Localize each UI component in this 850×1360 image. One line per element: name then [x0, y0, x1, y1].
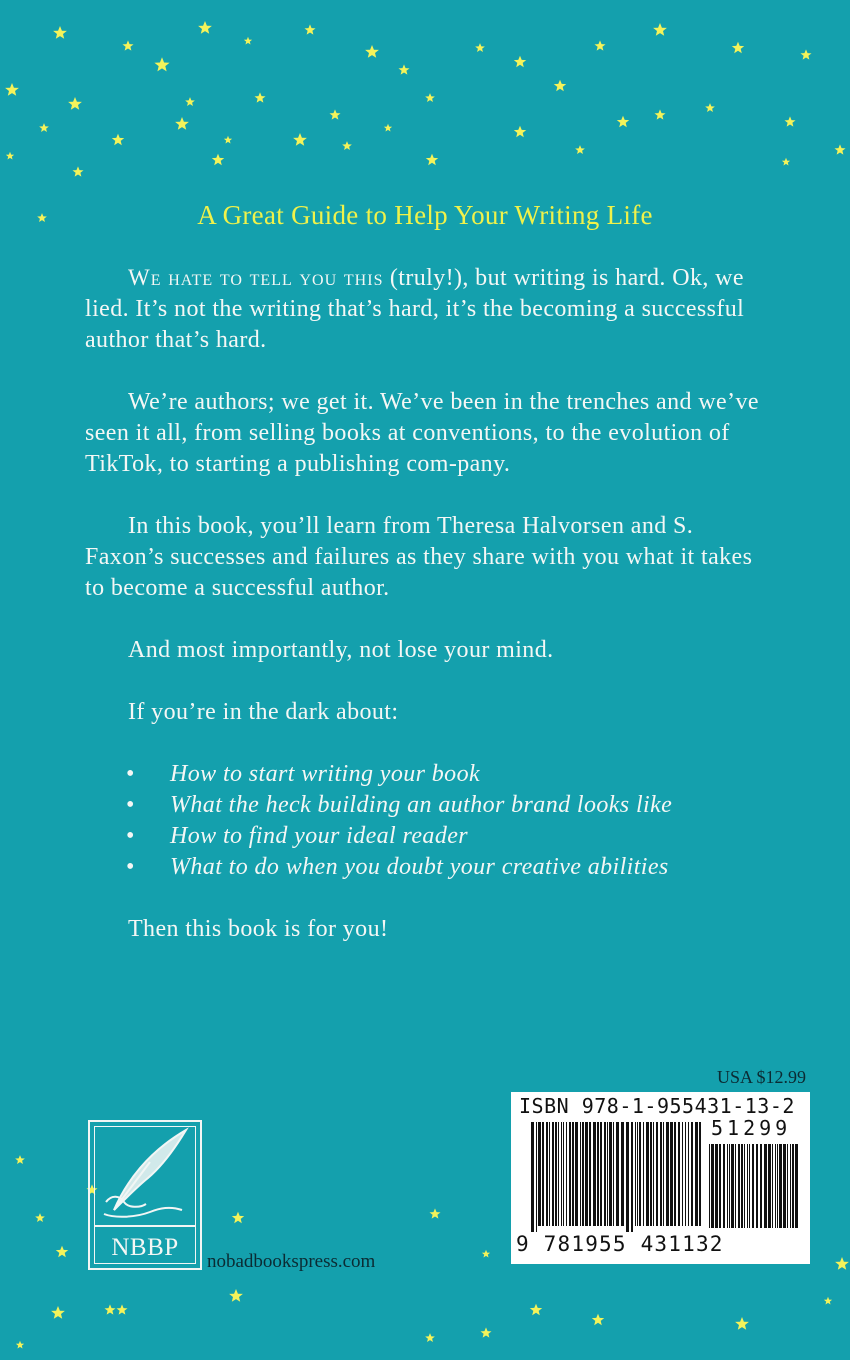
star-icon — [429, 1208, 440, 1218]
barcode-bar — [572, 1122, 574, 1226]
star-icon — [554, 80, 566, 92]
paragraph-intro-rest: (truly!), but writing is hard. Ok, we lied. It’s not the writing that’s hard, it’s the becoming a successful author that’s hard. — [85, 265, 745, 353]
star-icon — [122, 40, 133, 50]
star-icon — [72, 166, 83, 176]
barcode-bar — [688, 1122, 689, 1226]
barcode-bar — [775, 1144, 776, 1228]
barcode-bar — [695, 1122, 698, 1226]
star-icon — [782, 158, 790, 166]
barcode-bar — [585, 1122, 588, 1226]
barcode-bar — [729, 1144, 730, 1228]
paragraph-closing: Then this book is for you! — [128, 916, 389, 942]
barcode-bar — [558, 1122, 559, 1226]
bullet-icon: • — [126, 761, 135, 787]
star-icon — [342, 141, 352, 150]
star-icon — [653, 23, 667, 36]
barcode-bar — [549, 1122, 550, 1226]
barcode-bar — [653, 1122, 654, 1226]
addon-digits: 51299 — [711, 1116, 792, 1140]
star-icon — [329, 109, 340, 119]
barcode-bar — [531, 1122, 534, 1232]
barcode-bar — [772, 1144, 773, 1228]
barcode-bar — [741, 1144, 743, 1228]
barcode-bar — [682, 1122, 683, 1226]
barcode-bar — [787, 1144, 788, 1228]
barcode-bar — [764, 1144, 767, 1228]
star-icon — [35, 1213, 45, 1222]
barcode-bar — [779, 1144, 782, 1228]
paragraph-learn: In this book, you’ll learn from Theresa Halvorsen and S. Faxon’s successes and failures as they share with you what it takes to become a successful author. — [85, 513, 753, 601]
barcode-bar — [561, 1122, 562, 1226]
paragraph-mind: And most importantly, not lose your mind. — [128, 637, 554, 663]
barcode-bar — [569, 1122, 571, 1226]
barcode-bar — [719, 1144, 721, 1228]
star-icon — [39, 123, 49, 132]
star-icon — [735, 1317, 749, 1330]
star-icon — [835, 1257, 849, 1270]
addon-bars — [709, 1144, 801, 1234]
star-icon — [480, 1327, 491, 1337]
barcode-bar — [711, 1144, 714, 1228]
barcode-bar — [589, 1122, 591, 1226]
paragraph-intro — [85, 262, 765, 356]
barcode-bar — [744, 1144, 745, 1228]
barcode-bar — [555, 1122, 557, 1226]
star-icon — [53, 26, 67, 39]
star-icon — [232, 1212, 244, 1224]
barcode-bar — [666, 1122, 669, 1226]
barcode-bar — [656, 1122, 658, 1226]
barcode-bar — [580, 1122, 581, 1226]
star-icon — [104, 1304, 115, 1314]
isbn-barcode — [511, 1092, 810, 1264]
barcode-bar — [582, 1122, 584, 1226]
star-icon — [16, 1341, 24, 1349]
barcode-bar — [709, 1144, 710, 1228]
star-icon — [705, 103, 715, 112]
barcode-bar — [616, 1122, 619, 1226]
star-icon — [365, 45, 379, 58]
barcode-bar — [670, 1122, 673, 1226]
barcode-bar — [575, 1122, 578, 1226]
barcode-bar — [783, 1144, 786, 1228]
barcode-bar — [727, 1144, 728, 1228]
star-icon — [68, 97, 82, 110]
star-icon — [185, 97, 195, 106]
star-icon — [425, 1333, 435, 1342]
barcode-bar — [663, 1122, 664, 1226]
barcode-bar — [637, 1122, 638, 1226]
star-icon — [244, 37, 252, 45]
star-icon — [425, 93, 435, 102]
barcode-bar — [597, 1122, 599, 1226]
star-icon — [784, 116, 795, 126]
barcode-bar — [790, 1144, 791, 1228]
barcode-bar — [685, 1122, 686, 1226]
star-icon — [5, 83, 19, 96]
barcode-bar — [563, 1122, 564, 1226]
barcode-bar — [735, 1144, 736, 1228]
star-icon — [15, 1155, 25, 1164]
star-icon — [56, 1246, 68, 1258]
bullet-icon: • — [126, 792, 135, 818]
barcode-bar — [674, 1122, 676, 1226]
barcode-bar — [699, 1122, 701, 1226]
star-icon — [824, 1297, 832, 1305]
barcode-bar — [536, 1122, 537, 1232]
barcode-bar — [635, 1122, 636, 1226]
star-icon — [254, 92, 265, 102]
star-icon — [732, 42, 744, 54]
star-icon — [175, 117, 189, 130]
quill-hand-icon — [90, 1122, 200, 1222]
star-icon — [530, 1304, 542, 1316]
barcode-bar — [768, 1144, 771, 1228]
star-icon — [212, 154, 224, 166]
barcode-bar — [542, 1122, 544, 1226]
bullet-icon: • — [126, 823, 135, 849]
star-icon — [154, 57, 169, 71]
barcode-bar — [749, 1144, 750, 1228]
ean-digits: 9 781955 431132 — [516, 1232, 724, 1256]
star-icon — [834, 144, 845, 154]
barcode-bar — [731, 1144, 734, 1228]
barcode-bar — [691, 1122, 693, 1226]
blurb — [85, 262, 765, 976]
paragraph-dark: If you’re in the dark about: — [128, 699, 399, 725]
tagline: A Great Guide to Help Your Writing Life — [197, 200, 653, 230]
star-icon — [592, 1314, 604, 1326]
star-icon — [475, 43, 485, 52]
publisher-website: nobadbookspress.com — [207, 1251, 376, 1272]
barcode-bar — [546, 1122, 548, 1226]
small-caps-lead: We hate to tell you this — [128, 265, 384, 290]
star-icon — [594, 40, 605, 50]
star-icon — [800, 49, 811, 59]
barcode-bar — [777, 1144, 778, 1228]
list-item: • What to do when you doubt your creative abilities — [85, 852, 765, 883]
star-icon — [224, 136, 232, 144]
bullet-list — [85, 759, 765, 883]
barcode-bar — [552, 1122, 554, 1226]
star-icon — [229, 1289, 243, 1302]
barcode-bar — [646, 1122, 649, 1226]
star-icon — [514, 56, 526, 68]
barcode-bar — [738, 1144, 740, 1228]
ean-bars — [531, 1122, 703, 1234]
star-icon — [304, 24, 315, 34]
star-icon — [617, 116, 629, 128]
barcode-bar — [723, 1144, 725, 1228]
logo-text: NBBP — [111, 1234, 179, 1261]
barcode-bar — [715, 1144, 718, 1228]
barcode-bar — [643, 1122, 644, 1226]
barcode-bar — [609, 1122, 612, 1226]
star-icon — [575, 145, 585, 154]
star-icon — [426, 154, 438, 166]
barcode-bar — [566, 1122, 567, 1226]
barcode-bar — [593, 1122, 596, 1226]
star-icon — [482, 1250, 490, 1258]
barcode-bar — [650, 1122, 652, 1226]
paragraph-authors: We’re authors; we get it. We’ve been in the trenches and we’ve seen it all, from selling books at conventions, to the evolution of TikTok, to starting a publishing com-pany. — [85, 389, 759, 477]
isbn-label: ISBN 978-1-955431-13-2 — [519, 1094, 795, 1118]
star-icon — [398, 64, 409, 74]
star-icon — [293, 133, 307, 146]
barcode-bar — [604, 1122, 606, 1226]
barcode-bar — [607, 1122, 608, 1226]
barcode-bar — [747, 1144, 748, 1228]
barcode-bar — [621, 1122, 624, 1226]
barcode-bar — [660, 1122, 662, 1226]
star-icon — [6, 152, 14, 160]
barcode-bar — [792, 1144, 794, 1228]
star-icon — [384, 124, 392, 132]
star-icon — [116, 1304, 127, 1314]
list-item: • What the heck building an author brand looks like — [85, 790, 765, 821]
barcode-bar — [538, 1122, 541, 1226]
barcode-bar — [639, 1122, 641, 1226]
barcode-bar — [631, 1122, 633, 1232]
star-icon — [198, 21, 212, 34]
barcode-bar — [613, 1122, 614, 1226]
list-item: • How to find your ideal reader — [85, 821, 765, 852]
barcode-bar — [795, 1144, 798, 1228]
star-icon — [51, 1306, 65, 1319]
publisher-logo — [88, 1120, 202, 1270]
star-icon — [514, 126, 526, 138]
barcode-bar — [678, 1122, 680, 1226]
star-icon — [112, 134, 124, 146]
price-label: USA $12.99 — [716, 1067, 806, 1087]
barcode-bar — [626, 1122, 629, 1232]
barcode-bar — [760, 1144, 762, 1228]
barcode-bar — [600, 1122, 602, 1226]
list-item: • How to start writing your book — [85, 759, 765, 790]
barcode-bar — [752, 1144, 754, 1228]
bullet-icon: • — [126, 854, 135, 880]
barcode-bar — [756, 1144, 758, 1228]
star-icon — [654, 109, 665, 119]
